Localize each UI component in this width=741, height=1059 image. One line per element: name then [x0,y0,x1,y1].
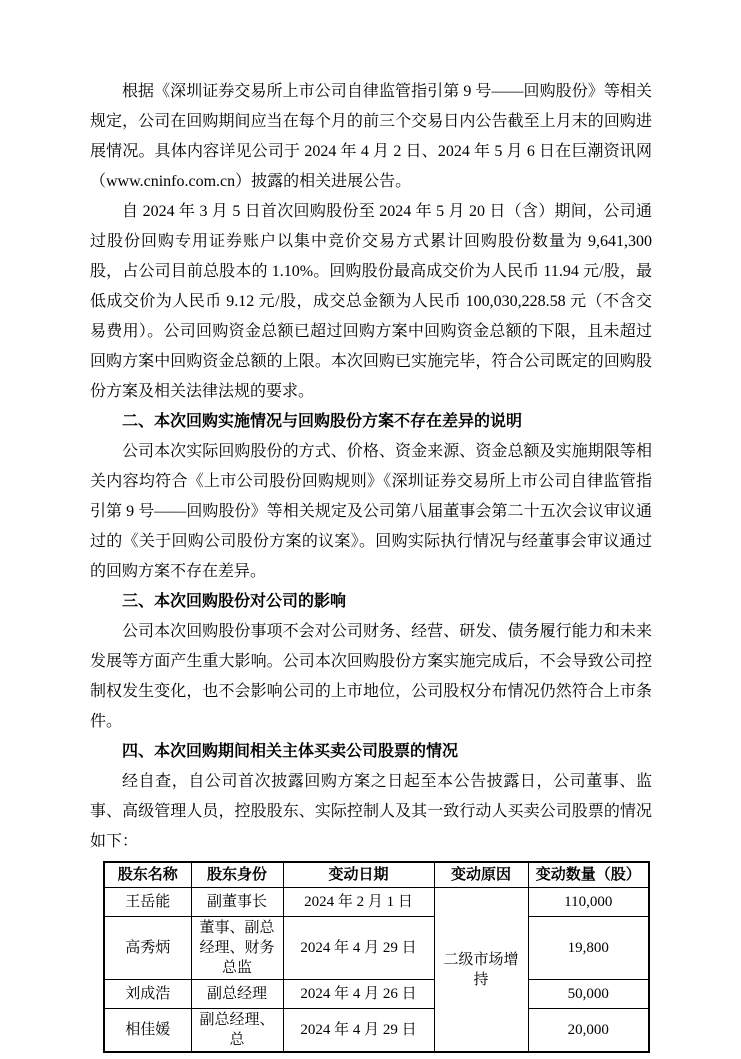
cell-change-date: 2024 年 2 月 1 日 [283,888,434,917]
section-3-paragraph: 公司本次回购股份事项不会对公司财务、经营、研发、债务履行能力和未来发展等方面产生重大影响。公司本次回购股份方案实施完成后，不会导致公司控制权发生变化，也不会影响公司的上市地位，公司股权分布情况仍然符合上市条件。 [90,623,652,730]
cell-change-date: 2024 年 4 月 26 日 [283,980,434,1009]
header-change-quantity: 变动数量（股） [528,862,649,888]
cell-change-date: 2024 年 4 月 29 日 [283,917,434,980]
section-heading-2: 二、本次回购实施情况与回购股份方案不存在差异的说明 [122,413,523,430]
table-row [104,888,649,917]
header-change-date: 变动日期 [283,862,434,888]
table-row [104,1009,649,1053]
share-trading-table [103,861,650,1053]
cell-shareholder-role: 副总经理、总 [191,1009,283,1053]
section-2-paragraph: 公司本次实际回购股份的方式、价格、资金来源、资金总额及实施期限等相关内容均符合《上市公司股份回购规则》《深圳证券交易所上市公司自律监管指引第 9 号——回购股份》等相关规定及公司第八届董事会第二十五次会议审议通过的《关于回购公司股份方案的议案》。回购实际执行情况与经董事会审议通过的回购方案不存在差异。 [90,443,652,580]
cell-change-quantity: 19,800 [528,917,649,980]
cell-change-date: 2024 年 4 月 29 日 [283,1009,434,1053]
section-4-paragraph: 经自查，自公司首次披露回购方案之日起至本公告披露日，公司董事、监事、高级管理人员，控股股东、实际控制人及其一致行动人买卖公司股票的情况如下： [90,773,652,850]
cell-shareholder-role: 副总经理 [191,980,283,1009]
intro-paragraph-2: 自 2024 年 3 月 5 日首次回购股份至 2024 年 5 月 20 日（含）期间，公司通过股份回购专用证券账户以集中竞价交易方式累计回购股份数量为 9,641,300 股，占公司目前总股本的 1.10%。回购股份最高成交价为人民币 11.94 元/股，最低成交价为人民币 9.12 元/股，成交总金额为人民币 100,030,228.58 元（不含交易费用）。公司回购资金总额已超过回购方案中回购资金总额的下限，且未超过回购方案中回购资金总额的上限。本次回购已实施完毕，符合公司既定的回购股份方案及相关法律法规的要求。 [90,203,652,400]
header-shareholder-role: 股东身份 [191,862,283,888]
section-heading-3: 三、本次回购股份对公司的影响 [122,593,347,610]
cell-shareholder-name: 王岳能 [104,888,191,917]
document-content [90,77,652,1053]
table-header-row [104,862,649,888]
cell-change-quantity: 110,000 [528,888,649,917]
cell-change-quantity: 20,000 [528,1009,649,1053]
cell-change-quantity: 50,000 [528,980,649,1009]
header-change-reason: 变动原因 [434,862,528,888]
header-shareholder-name: 股东名称 [104,862,191,888]
cell-shareholder-role: 董事、副总经理、财务总监 [191,917,283,980]
cell-shareholder-name: 高秀炳 [104,917,191,980]
cell-change-reason-merged: 二级市场增持 [434,888,528,1053]
table-row [104,917,649,980]
intro-paragraph-1: 根据《深圳证券交易所上市公司自律监管指引第 9 号——回购股份》等相关规定，公司在回购期间应当在每个月的前三个交易日内公告截至上月末的回购进展情况。具体内容详见公司于 2024 年 4 月 2 日、2024 年 5 月 6 日在巨潮资讯网（www.cninfo.com.cn）披露的相关进展公告。 [90,83,652,190]
cell-shareholder-name: 相佳媛 [104,1009,191,1053]
table-row [104,980,649,1009]
section-heading-4: 四、本次回购期间相关主体买卖公司股票的情况 [122,743,459,760]
cell-shareholder-role: 副董事长 [191,888,283,917]
cell-shareholder-name: 刘成浩 [104,980,191,1009]
